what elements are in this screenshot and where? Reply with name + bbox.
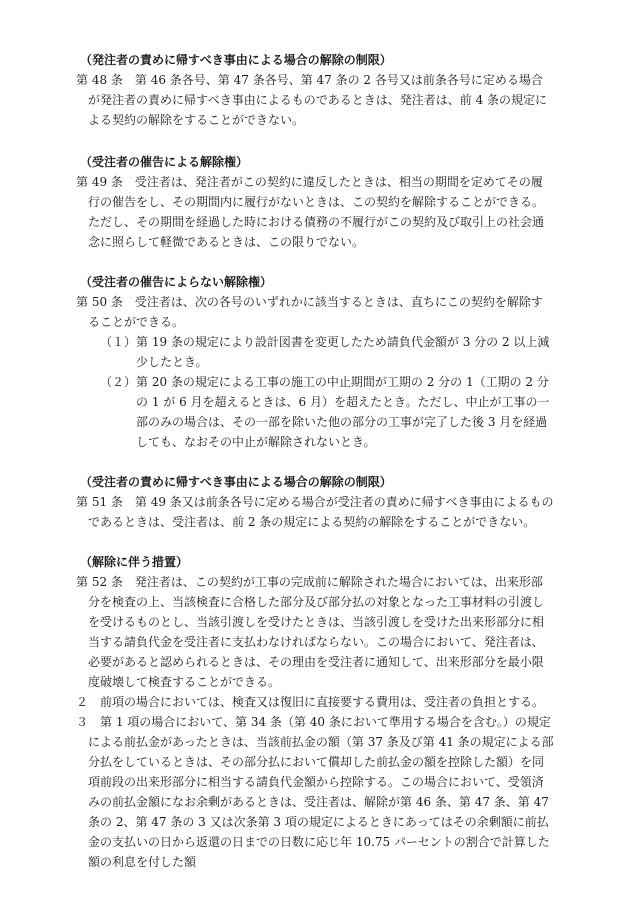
article-51-text: 第 51 条 第 49 条又は前条各号に定める場合が受注者の責めに帰すべき事由によるものであるときは、受注者は、前 2 条の規定による契約の解除をすることができない。 (76, 495, 554, 530)
article-52-paragraph-3: ３ 第 1 項の場合において、第 34 条（第 40 条において準用する場合を含む。）の規定による前払金があったときは、当該前払金の額（第 37 条及び第 41 条の規定による部分払をしているときは、その部分払において償却した前払金の額を控除した額）を同項前段の出来形部分に相当する請負代金額から控除する。この場合において、受領済みの前払金額になお余剰があるときは、受注者は、解除が第 46 条、第 47 条、第 47 条の 2、第 47 条の 3 又は次条第 3 項の規定によるときにあってはその余剰額に前払金の支払いの日から返還の日までの日数に応じ年 10.75 パーセントの割合で計算した額の利息を付した額 (76, 715, 554, 870)
section-heading-art52: （解除に伴う措置） (80, 555, 189, 569)
article-48-text: 第 48 条 第 46 条各号、第 47 条各号、第 47 条の 2 各号又は前条各号に定める場合が発注者の責めに帰すべき事由によるものであるときは、発注者は、前 4 条の規定による契約の解除をすることができない。 (76, 73, 548, 128)
article-50 (76, 292, 554, 452)
article-49-text: 第 49 条 受注者は、発注者がこの契約に違反したときは、相当の期間を定めてその履行の催告をし、その期間内に履行がないときは、この契約を解除することができる。ただし、その期間を経過した時における債務の不履行がこの契約及び取引上の社会通念に照らして軽微であるときは、この限りでない。 (76, 175, 545, 250)
article-49 (76, 172, 554, 252)
article-51 (76, 492, 554, 532)
section-heading-art50: （受注者の催告によらない解除権） (80, 275, 273, 289)
article-52-paragraph-2: ２ 前項の場合においては、検査又は復旧に直接要する費用は、受注者の負担とする。 (76, 695, 545, 710)
article-50-item-2: （２）第 20 条の規定による工事の施工の中止期間が工期の 2 分の 1（工期の 2 分の 1 が 6 月を超えるときは、6 月）を超えたとき。ただし、中止が工事の一部のみの場合は、その一部を除いた他の部分の工事が完了した後 3 月を経過しても、なおその中止が解除されないとき。 (100, 375, 550, 450)
section-heading-art49: （受注者の催告による解除権） (80, 155, 249, 169)
article-50-item-1: （１）第 19 条の規定により設計図書を変更したため請負代金額が 3 分の 2 以上減少したとき。 (100, 335, 550, 370)
article-50-text: 第 50 条 受注者は、次の各号のいずれかに該当するときは、直ちにこの契約を解除することができる。 (76, 295, 543, 330)
article-52-text: 第 52 条 発注者は、この契約が工事の完成前に解除された場合においては、出来形部分を検査の上、当該検査に合格した部分及び部分払の対象となった工事材料の引渡しを受けるものとし、当該引渡しを受けたときは、当該引渡しを受けた出来形部分に相当する請負代金を受注者に支払わなければならない。この場合において、発注者は、必要があると認められるときは、その理由を受注者に通知して、出来形部分を最小限度破壊して検査することができる。 (76, 575, 545, 690)
section-heading-art51: （受注者の責めに帰すべき事由による場合の解除の制限） (80, 475, 392, 489)
section-heading-art48: （発注者の責めに帰すべき事由による場合の解除の制限） (80, 53, 392, 67)
article-48 (76, 70, 554, 130)
article-52 (76, 572, 554, 872)
